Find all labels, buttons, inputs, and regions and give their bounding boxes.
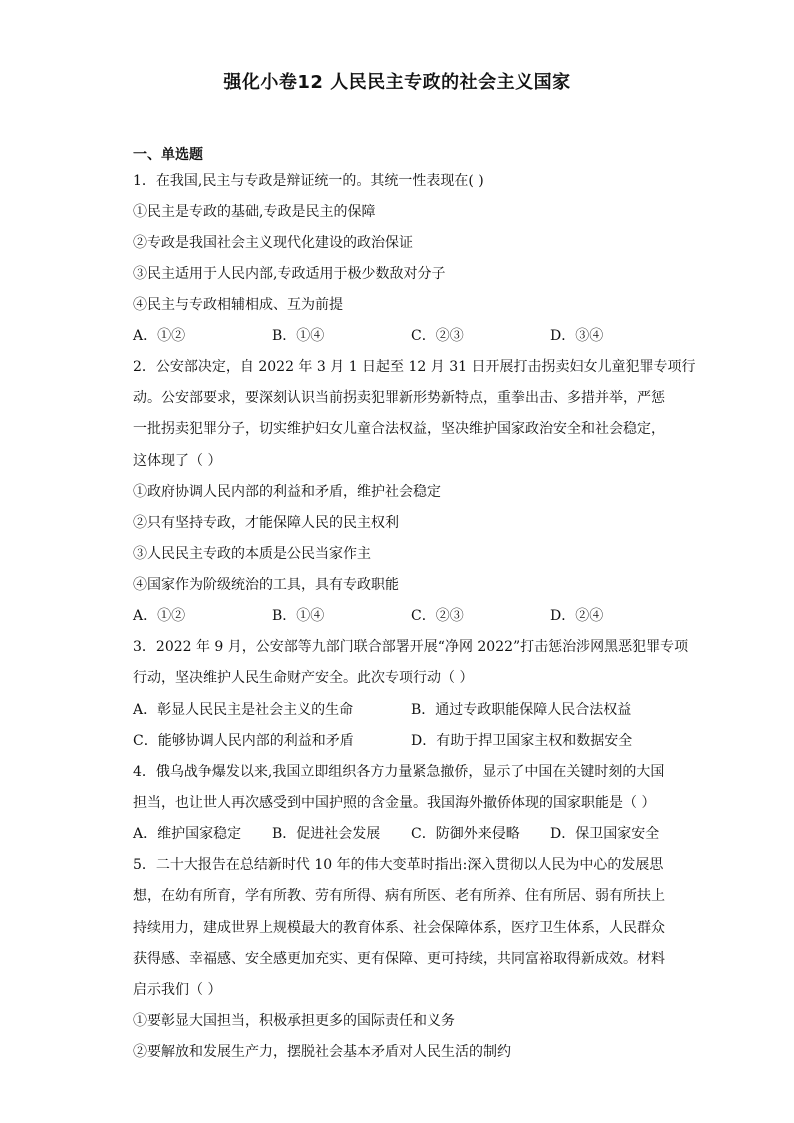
- q2-option-d[interactable]: D．②④: [550, 608, 604, 624]
- q2-option-c[interactable]: C．②③: [411, 608, 464, 624]
- q3-stem-line-2: 行动，坚决维护人民生命财产安全。此次专项行动（ ）: [133, 670, 474, 686]
- q5-statement-2: ②要解放和发展生产力，摆脱社会基本矛盾对人民生活的制约: [133, 1044, 511, 1060]
- q1-option-c[interactable]: C．②③: [411, 328, 464, 344]
- q2-stem-line-1: 2．公安部决定，自 2022 年 3 月 1 日起至 12 月 31 日开展打击拐卖妇女儿童犯罪专项行: [133, 359, 696, 375]
- q3-option-a[interactable]: A．彰显人民民主是社会主义的生命: [133, 702, 354, 718]
- q4-option-b[interactable]: B．促进社会发展: [272, 826, 381, 842]
- q3-option-d[interactable]: D．有助于捍卫国家主权和数据安全: [411, 733, 633, 749]
- q3-stem-line-1: 3．2022 年 9 月，公安部等九部门联合部署开展“净网 2022”打击惩治涉网黑恶犯罪专项: [133, 639, 689, 655]
- q4-option-c[interactable]: C．防御外来侵略: [411, 826, 520, 842]
- q2-stem-line-4: 这体现了（ ）: [133, 453, 222, 469]
- q2-statement-3: ③人民民主专政的本质是公民当家作主: [133, 546, 371, 562]
- q5-stem-line-2: 想，在幼有所育，学有所教、劳有所得、病有所医、老有所养、住有所居、弱有所扶上: [133, 888, 665, 904]
- q2-stem-line-2: 动。公安部要求，要深刻认识当前拐卖犯罪新形势新特点，重拳出击、多措并举，严惩: [133, 390, 665, 406]
- q1-statement-4: ④民主与专政相辅相成、互为前提: [133, 297, 343, 313]
- q4-stem-line-2: 担当，也让世人再次感受到中国护照的含金量。我国海外撤侨体现的国家职能是（ ）: [133, 795, 656, 811]
- q5-stem-line-3: 持续用力，建成世界上规模最大的教育体系、社会保障体系，医疗卫生体系，人民群众: [133, 920, 665, 936]
- q1-option-a[interactable]: A．①②: [133, 328, 186, 344]
- page-title: 强化小卷12 人民民主专政的社会主义国家: [223, 72, 571, 93]
- q5-stem-line-4: 获得感、幸福感、安全感更加充实、更有保障、更可持续，共同富裕取得新成效。材料: [133, 951, 665, 967]
- q3-option-c[interactable]: C．能够协调人民内部的利益和矛盾: [133, 733, 354, 749]
- q5-stem-line-5: 启示我们（ ）: [133, 982, 222, 998]
- q5-statement-1: ①要彰显大国担当，积极承担更多的国际责任和义务: [133, 1013, 455, 1029]
- q3-option-b[interactable]: B．通过专政职能保障人民合法权益: [411, 702, 632, 718]
- q2-statement-4: ④国家作为阶级统治的工具，具有专政职能: [133, 577, 399, 593]
- q5-stem-line-1: 5．二十大报告在总结新时代 10 年的伟大变革时指出:深入贯彻以人民为中心的发展思: [133, 857, 664, 873]
- q2-option-b[interactable]: B．①④: [272, 608, 325, 624]
- q1-stem: 1．在我国,民主与专政是辩证统一的。其统一性表现在( ): [133, 173, 484, 189]
- q1-statement-1: ①民主是专政的基础,专政是民主的保障: [133, 204, 376, 220]
- q4-stem-line-1: 4．俄乌战争爆发以来,我国立即组织各方力量紧急撤侨，显示了中国在关键时刻的大国: [133, 764, 665, 780]
- q2-statement-2: ②只有坚持专政，才能保障人民的民主权利: [133, 515, 399, 531]
- q2-stem-line-3: 一批拐卖犯罪分子，切实维护妇女儿童合法权益，坚决维护国家政治安全和社会稳定，: [133, 421, 665, 437]
- q2-statement-1: ①政府协调人民内部的利益和矛盾，维护社会稳定: [133, 484, 441, 500]
- q1-statement-3: ③民主适用于人民内部,专政适用于极少数敌对分子: [133, 266, 446, 282]
- q1-option-d[interactable]: D．③④: [550, 328, 604, 344]
- q1-option-b[interactable]: B．①④: [272, 328, 325, 344]
- q4-option-d[interactable]: D．保卫国家安全: [550, 826, 660, 842]
- section-heading: 一、单选题: [133, 147, 203, 163]
- q1-statement-2: ②专政是我国社会主义现代化建设的政治保证: [133, 235, 413, 251]
- q2-option-a[interactable]: A．①②: [133, 608, 186, 624]
- q4-option-a[interactable]: A．维护国家稳定: [133, 826, 242, 842]
